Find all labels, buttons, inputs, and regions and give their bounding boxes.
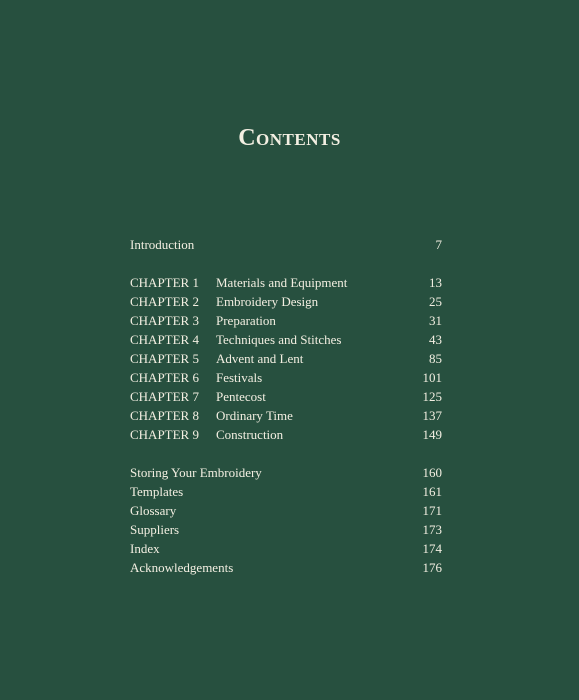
chapter-title: Embroidery Design [216,294,319,309]
toc-entry-introduction [130,235,442,254]
chapter-page: 43 [429,332,442,347]
chapter-page: 137 [422,408,442,423]
toc-entry-chapter [130,330,442,349]
chapter-number: CHAPTER 4 [130,332,199,347]
toc-entry-title: Glossary [130,503,177,518]
chapter-page: 85 [429,351,442,366]
chapter-number: CHAPTER 9 [130,427,199,442]
chapter-title: Preparation [216,313,276,328]
chapter-title: Festivals [216,370,263,385]
toc-entry-title: Acknowledgements [130,560,234,575]
toc-entry-title: Suppliers [130,522,180,537]
toc-entry-page: 174 [422,541,442,556]
chapter-page: 13 [429,275,442,290]
toc-entry-back-matter [130,501,442,520]
toc-entry-page: 161 [422,484,442,499]
toc-entry-chapter [130,368,442,387]
table-of-contents [130,235,442,577]
chapter-page: 125 [422,389,442,404]
toc-entry-page: 7 [435,237,442,252]
toc-entry-chapter [130,425,442,444]
toc-entry-chapter [130,406,442,425]
chapter-number: CHAPTER 8 [130,408,199,423]
toc-entry-page: 176 [422,560,442,575]
chapter-page: 25 [429,294,442,309]
toc-entry-page: 171 [422,503,442,518]
toc-entry-title: Templates [130,484,184,499]
chapter-number: CHAPTER 3 [130,313,199,328]
chapter-number: CHAPTER 5 [130,351,199,366]
toc-entry-title: Introduction [130,237,195,252]
toc-entry-page: 160 [422,465,442,480]
chapter-title: Pentecost [216,389,266,404]
chapter-title: Materials and Equipment [216,275,348,290]
toc-entry-chapter [130,387,442,406]
toc-entry-back-matter [130,539,442,558]
chapter-page: 149 [422,427,442,442]
page-title: Contents [238,125,341,151]
toc-entry-back-matter [130,520,442,539]
chapter-title: Construction [216,427,284,442]
chapter-number: CHAPTER 1 [130,275,199,290]
toc-entry-title: Index [130,541,160,556]
toc-entry-page: 173 [422,522,442,537]
toc-entry-back-matter [130,558,442,577]
chapter-number: CHAPTER 6 [130,370,199,385]
chapter-number: CHAPTER 2 [130,294,199,309]
toc-entry-title: Storing Your Embroidery [130,465,262,480]
chapter-number: CHAPTER 7 [130,389,199,404]
toc-entry-chapter [130,273,442,292]
toc-entry-chapter [130,349,442,368]
chapter-title: Techniques and Stitches [216,332,342,347]
chapter-title: Advent and Lent [216,351,304,366]
toc-entry-chapter [130,292,442,311]
chapter-page: 31 [429,313,442,328]
chapter-page: 101 [422,370,442,385]
toc-entry-back-matter [130,482,442,501]
toc-entry-chapter [130,311,442,330]
toc-entry-back-matter [130,463,442,482]
chapter-title: Ordinary Time [216,408,293,423]
